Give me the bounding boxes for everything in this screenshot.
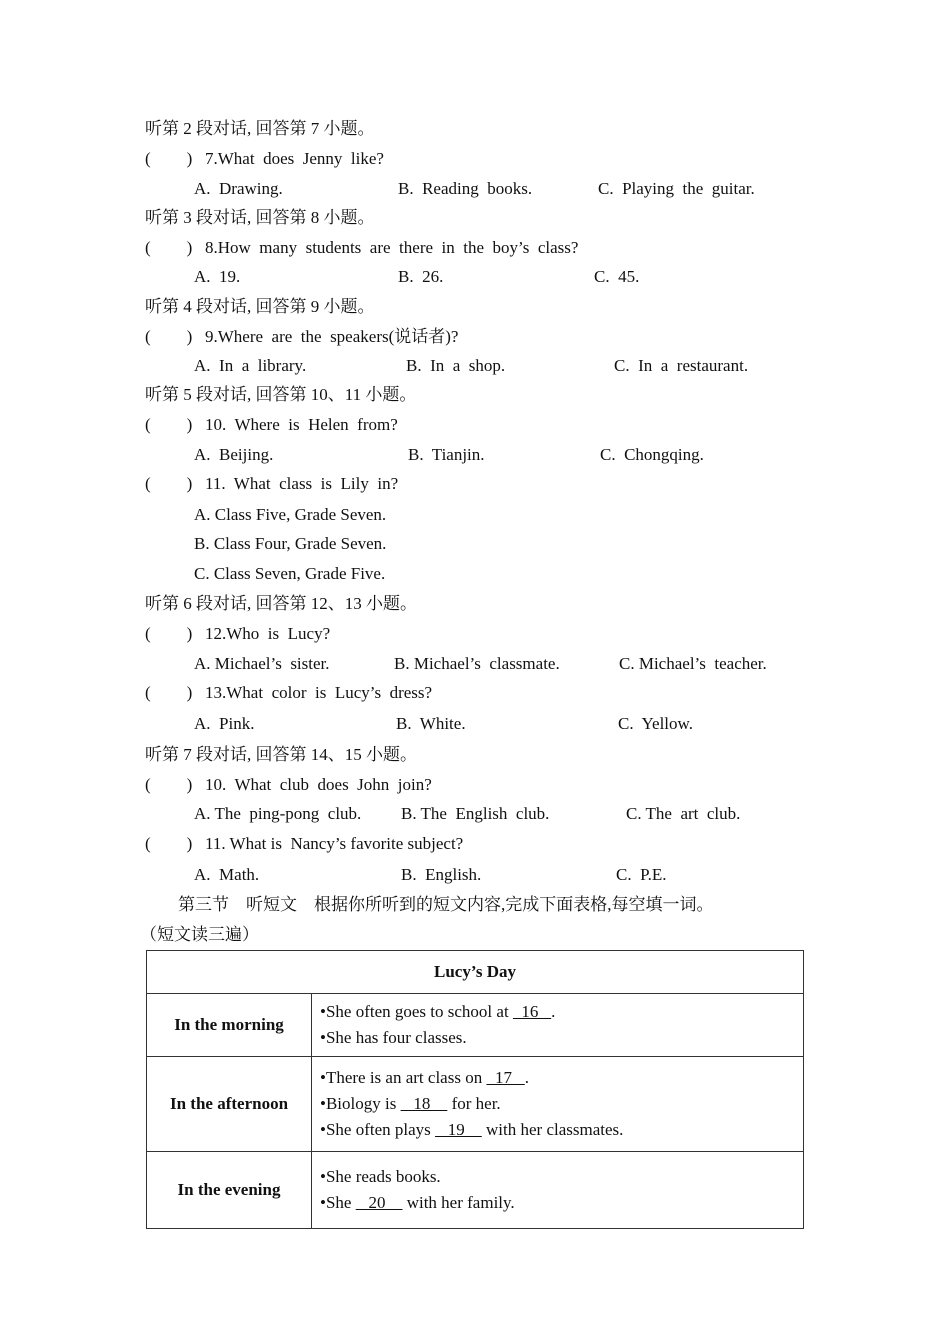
row-content-evening: •She reads books. •She 20 with her family. bbox=[312, 1152, 804, 1229]
option-b: B. Tianjin. bbox=[408, 445, 485, 464]
answer-bracket[interactable]: ( ) bbox=[145, 775, 193, 794]
answer-bracket[interactable]: ( ) bbox=[145, 238, 193, 257]
option-b: B. Class Four, Grade Seven. bbox=[194, 534, 387, 553]
row-content-morning: •She often goes to school at 16 . •She has four classes. bbox=[312, 994, 804, 1057]
blank-18[interactable]: 18 bbox=[400, 1094, 448, 1113]
answer-bracket[interactable]: ( ) bbox=[145, 474, 193, 493]
option-c: C. Michael’s teacher. bbox=[619, 654, 767, 673]
option-c: C. 45. bbox=[594, 267, 640, 286]
section-heading-d3: 听第 3 段对话, 回答第 8 小题。 bbox=[145, 208, 375, 227]
question-11: ( ) 11. What class is Lily in? bbox=[145, 474, 399, 493]
option-a: A. Beijing. bbox=[194, 445, 274, 464]
question-13: ( ) 13.What color is Lucy’s dress? bbox=[145, 683, 433, 702]
option-a: A. Michael’s sister. bbox=[194, 654, 330, 673]
option-c: C. Playing the guitar. bbox=[598, 179, 755, 198]
option-c: C. Yellow. bbox=[618, 714, 693, 733]
question-12: ( ) 12.Who is Lucy? bbox=[145, 624, 331, 643]
row-label-morning: In the morning bbox=[147, 994, 312, 1057]
table-row bbox=[147, 994, 804, 1057]
table-row bbox=[147, 1057, 804, 1152]
section3-heading: 第三节 听短文 根据你所听到的短文内容,完成下面表格,每空填一词。 bbox=[178, 895, 714, 914]
option-b: B. The English club. bbox=[401, 804, 550, 823]
answer-bracket[interactable]: ( ) bbox=[145, 683, 193, 702]
option-a: A. The ping-pong club. bbox=[194, 804, 362, 823]
answer-bracket[interactable]: ( ) bbox=[145, 415, 193, 434]
option-a: A. Class Five, Grade Seven. bbox=[194, 505, 387, 524]
section-heading-d5: 听第 5 段对话, 回答第 10、11 小题。 bbox=[145, 385, 417, 404]
option-b: B. Reading books. bbox=[398, 179, 533, 198]
option-c: C. Class Seven, Grade Five. bbox=[194, 564, 386, 583]
option-c: C. P.E. bbox=[616, 865, 667, 884]
option-b: B. English. bbox=[401, 865, 482, 884]
table-title: Lucy’s Day bbox=[147, 951, 804, 994]
answer-bracket[interactable]: ( ) bbox=[145, 149, 193, 168]
blank-20[interactable]: 20 bbox=[355, 1193, 403, 1212]
section-heading-d6: 听第 6 段对话, 回答第 12、13 小题。 bbox=[145, 594, 417, 613]
section3-note: （短文读三遍） bbox=[140, 925, 259, 944]
option-b: B. Michael’s classmate. bbox=[394, 654, 560, 673]
question-10: ( ) 10. Where is Helen from? bbox=[145, 415, 398, 434]
option-a: A. In a library. bbox=[194, 356, 307, 375]
option-a: A. 19. bbox=[194, 267, 241, 286]
option-c: C. The art club. bbox=[626, 804, 741, 823]
option-a: A. Math. bbox=[194, 865, 260, 884]
question-7: ( ) 7.What does Jenny like? bbox=[145, 149, 384, 168]
option-b: B. 26. bbox=[398, 267, 444, 286]
lucy-day-table bbox=[146, 950, 804, 1229]
blank-16[interactable]: 16 bbox=[512, 1002, 552, 1021]
option-b: B. In a shop. bbox=[406, 356, 506, 375]
option-a: A. Pink. bbox=[194, 714, 255, 733]
blank-17[interactable]: 17 bbox=[486, 1068, 525, 1087]
question-14: ( ) 10. What club does John join? bbox=[145, 775, 432, 794]
question-15: ( ) 11. What is Nancy’s favorite subject? bbox=[145, 834, 464, 853]
row-content-afternoon: •There is an art class on 17 . •Biology is 18 for her. •She often plays 19 with her classmates. bbox=[312, 1057, 804, 1152]
answer-bracket[interactable]: ( ) bbox=[145, 834, 193, 853]
option-b: B. White. bbox=[396, 714, 466, 733]
row-label-evening: In the evening bbox=[147, 1152, 312, 1229]
row-label-afternoon: In the afternoon bbox=[147, 1057, 312, 1152]
section-heading-d2: 听第 2 段对话, 回答第 7 小题。 bbox=[145, 119, 375, 138]
table-row bbox=[147, 1152, 804, 1229]
blank-19[interactable]: 19 bbox=[435, 1120, 482, 1139]
answer-bracket[interactable]: ( ) bbox=[145, 327, 193, 346]
section-heading-d7: 听第 7 段对话, 回答第 14、15 小题。 bbox=[145, 745, 417, 764]
option-a: A. Drawing. bbox=[194, 179, 283, 198]
question-8: ( ) 8.How many students are there in the boy’s class? bbox=[145, 238, 579, 257]
answer-bracket[interactable]: ( ) bbox=[145, 624, 193, 643]
question-9: ( ) 9.Where are the speakers(说话者)? bbox=[145, 327, 459, 346]
section-heading-d4: 听第 4 段对话, 回答第 9 小题。 bbox=[145, 297, 375, 316]
option-c: C. Chongqing. bbox=[600, 445, 704, 464]
option-c: C. In a restaurant. bbox=[614, 356, 749, 375]
